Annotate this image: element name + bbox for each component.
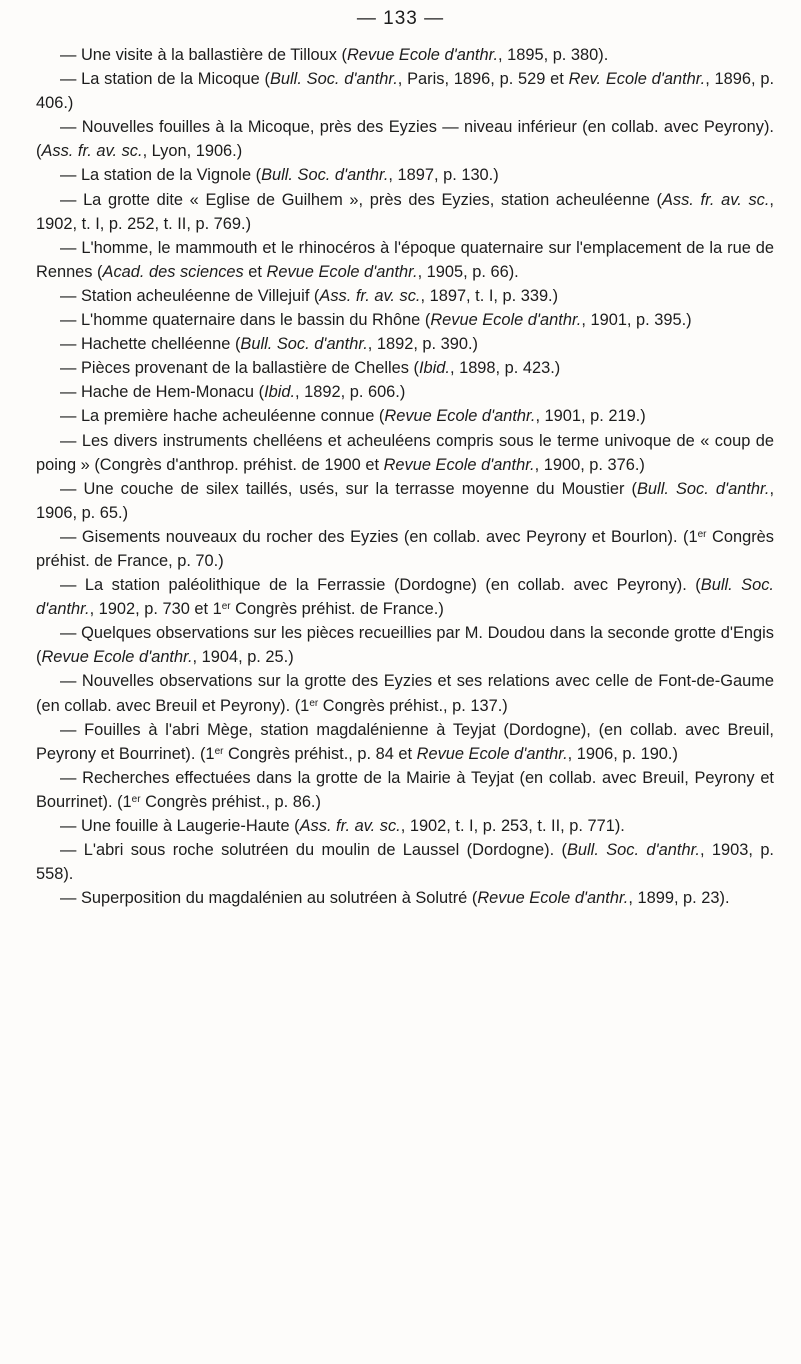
entry-text: — Une fouille à Laugerie-Haute ( (60, 817, 300, 835)
journal-title: Bull. Soc. d'anthr. (240, 335, 368, 354)
bibliography-entry (36, 188, 774, 236)
ordinal-superscript: er (214, 745, 224, 757)
entry-text: — L'homme, le mammouth et le rhinocéros à l'époque quaternaire sur l'emplacement de la rue de Rennes ( (36, 238, 774, 281)
entry-text: , 1906, p. 190.) (567, 744, 678, 763)
entry-text: Congrès préhist., p. 86.) (140, 792, 321, 811)
bibliography-entry (36, 115, 774, 163)
bibliography-entry (36, 477, 774, 525)
journal-title: Ass. fr. av. sc. (41, 142, 143, 161)
entry-text: , 1901, p. 395.) (581, 311, 692, 330)
entry-text: — La station de la Vignole ( (60, 166, 262, 185)
journal-title: Acad. des sciences (102, 262, 244, 281)
journal-title: Revue Ecole d'anthr. (41, 648, 193, 667)
bibliography-entry (36, 669, 774, 717)
entry-text: , 1901, p. 219.) (535, 407, 646, 426)
entry-text: — Nouvelles observations sur la grotte des Eyzies et ses relations avec celle de Font-de-Gaume (en collab. avec Breuil et Peyrony). (1 (36, 672, 774, 715)
entry-text: — Pièces provenant de la ballastière de Chelles ( (60, 359, 419, 378)
bibliography-entry (36, 838, 774, 886)
entry-text: — Quelques observations sur les pièces recueillies par M. Doudou dans la seconde grotte d'Engis ( (36, 624, 774, 667)
entry-text: — Superposition du magdalénien au solutréen à Solutré ( (60, 889, 478, 908)
entry-text: , 1906, p. 65.) (36, 479, 774, 522)
entry-text: — Nouvelles fouilles à la Micoque, près des Eyzies — niveau inférieur (en collab. avec Peyrony). ( (36, 118, 774, 161)
entry-text: , 1904, p. 25.) (192, 648, 294, 667)
bibliography-entry (36, 284, 774, 308)
entry-text: et (243, 262, 267, 281)
bibliography-entry (36, 236, 774, 284)
journal-title: Revue Ecole d'anthr. (416, 744, 568, 763)
journal-title: Revue Ecole d'anthr. (477, 889, 629, 908)
bibliography-entry (36, 308, 774, 332)
entry-text: , 1898, p. 423.) (449, 359, 561, 378)
journal-title: Bull. Soc. d'anthr. (36, 576, 774, 619)
journal-title: Bull. Soc. d'anthr. (637, 479, 770, 498)
bibliography-entry (36, 67, 774, 115)
ordinal-superscript: er (221, 601, 231, 613)
journal-title: Revue Ecole d'anthr. (383, 455, 535, 474)
bibliography-entry (36, 43, 774, 67)
entry-text: Congrès préhist. de France, p. 70.) (36, 527, 774, 570)
page-number: — 133 — (356, 8, 445, 29)
journal-title: Revue Ecole d'anthr. (430, 311, 582, 330)
journal-title: Revue Ecole d'anthr. (384, 407, 536, 426)
journal-title: Revue Ecole d'anthr. (266, 262, 418, 281)
journal-title: Ass. fr. av. sc. (319, 286, 421, 305)
entry-text: , Paris, 1896, p. 529 et (397, 70, 569, 89)
entry-text: — La station paléolithique de la Ferrassie (Dordogne) (en collab. avec Peyrony). ( (60, 576, 701, 595)
journal-title: Revue Ecole d'anthr. (346, 46, 499, 64)
journal-title: Bull. Soc. d'anthr. (566, 841, 700, 860)
bibliography-entry (36, 356, 774, 380)
entry-text: Congrès préhist., p. 137.) (318, 696, 508, 715)
entry-text: — Hache de Hem-Monacu ( (60, 383, 265, 402)
entry-text: , 1902, t. I, p. 252, t. II, p. 769.) (36, 190, 774, 233)
ordinal-superscript: er (697, 528, 707, 540)
entry-text: — Une couche de silex taillés, usés, sur la terrasse moyenne du Moustier ( (60, 479, 637, 498)
bibliography-entry (36, 573, 774, 621)
journal-title: Bull. Soc. d'anthr. (269, 70, 398, 89)
entry-text: , 1899, p. 23). (628, 889, 730, 908)
entry-text: , 1892, p. 390.) (367, 335, 479, 354)
bibliography-entry (36, 766, 774, 814)
bibliography-entry (36, 163, 774, 187)
entry-text: , 1903, p. 558). (36, 841, 774, 884)
entry-text: — La station de la Micoque ( (60, 70, 270, 89)
bibliography-entry (36, 718, 774, 766)
entry-text: — Les divers instruments chelléens et acheuléens compris sous le terme univoque de « coup de poing » (Congrès d'anthrop. préhist. de 1900 et (36, 431, 774, 474)
bibliography-entry (36, 380, 774, 404)
entry-text: — L'abri sous roche solutréen du moulin de Laussel (Dordogne). ( (60, 841, 567, 860)
ordinal-superscript: er (131, 793, 141, 805)
journal-title: Ass. fr. av. sc. (661, 190, 770, 209)
journal-title: Ibid. (264, 383, 296, 402)
bibliography-list (36, 43, 774, 910)
bibliography-entry (36, 621, 774, 669)
entry-text: — Fouilles à l'abri Mège, station magdalénienne à Teyjat (Dordogne), (en collab. avec Breuil, Peyrony et Bourrinet). (1 (36, 720, 774, 763)
entry-text: , 1902, t. I, p. 253, t. II, p. 771). (400, 817, 625, 835)
journal-title: Ass. fr. av. sc. (299, 817, 401, 835)
entry-text: — Une visite à la ballastière de Tilloux ( (60, 46, 347, 64)
bibliography-entry (36, 814, 774, 838)
journal-title: Rev. Ecole d'anthr. (568, 70, 706, 89)
entry-text: , 1897, p. 130.) (388, 166, 499, 185)
entry-text: , 1895, p. 380). (498, 46, 609, 64)
entry-text: — Gisements nouveaux du rocher des Eyzies (en collab. avec Peyrony et Bourlon). (1 (60, 527, 698, 546)
entry-text: , 1897, t. I, p. 339.) (420, 286, 559, 305)
journal-title: Ibid. (418, 359, 450, 378)
entry-text: , 1892, p. 606.) (295, 383, 406, 402)
entry-text: , Lyon, 1906.) (142, 142, 243, 161)
entry-text: — Hachette chelléenne ( (60, 335, 241, 354)
bibliography-entry (36, 404, 774, 428)
entry-text: , 1905, p. 66). (417, 262, 519, 281)
bibliography-entry (36, 886, 774, 910)
entry-text: Congrès préhist., p. 84 et (223, 744, 417, 763)
entry-text: — La première hache acheuléenne connue ( (60, 407, 385, 426)
entry-text: — L'homme quaternaire dans le bassin du Rhône ( (60, 311, 431, 330)
entry-text: , 1900, p. 376.) (534, 455, 645, 474)
bibliography-entry (36, 332, 774, 356)
entry-text: — La grotte dite « Eglise de Guilhem », près des Eyzies, station acheuléenne ( (60, 190, 662, 209)
ordinal-superscript: er (309, 697, 319, 709)
entry-text: , 1902, p. 730 et 1 (89, 600, 222, 619)
entry-text: Congrès préhist. de France.) (230, 600, 444, 619)
entry-text: — Recherches effectuées dans la grotte de la Mairie à Teyjat (en collab. avec Breuil, Peyrony et Bourrinet). (1 (36, 768, 774, 811)
bibliography-entry (36, 429, 774, 477)
bibliography-entry (36, 525, 774, 573)
journal-title: Bull. Soc. d'anthr. (261, 166, 389, 185)
entry-text: , 1896, p. 406.) (36, 70, 774, 113)
entry-text: — Station acheuléenne de Villejuif ( (60, 286, 320, 305)
